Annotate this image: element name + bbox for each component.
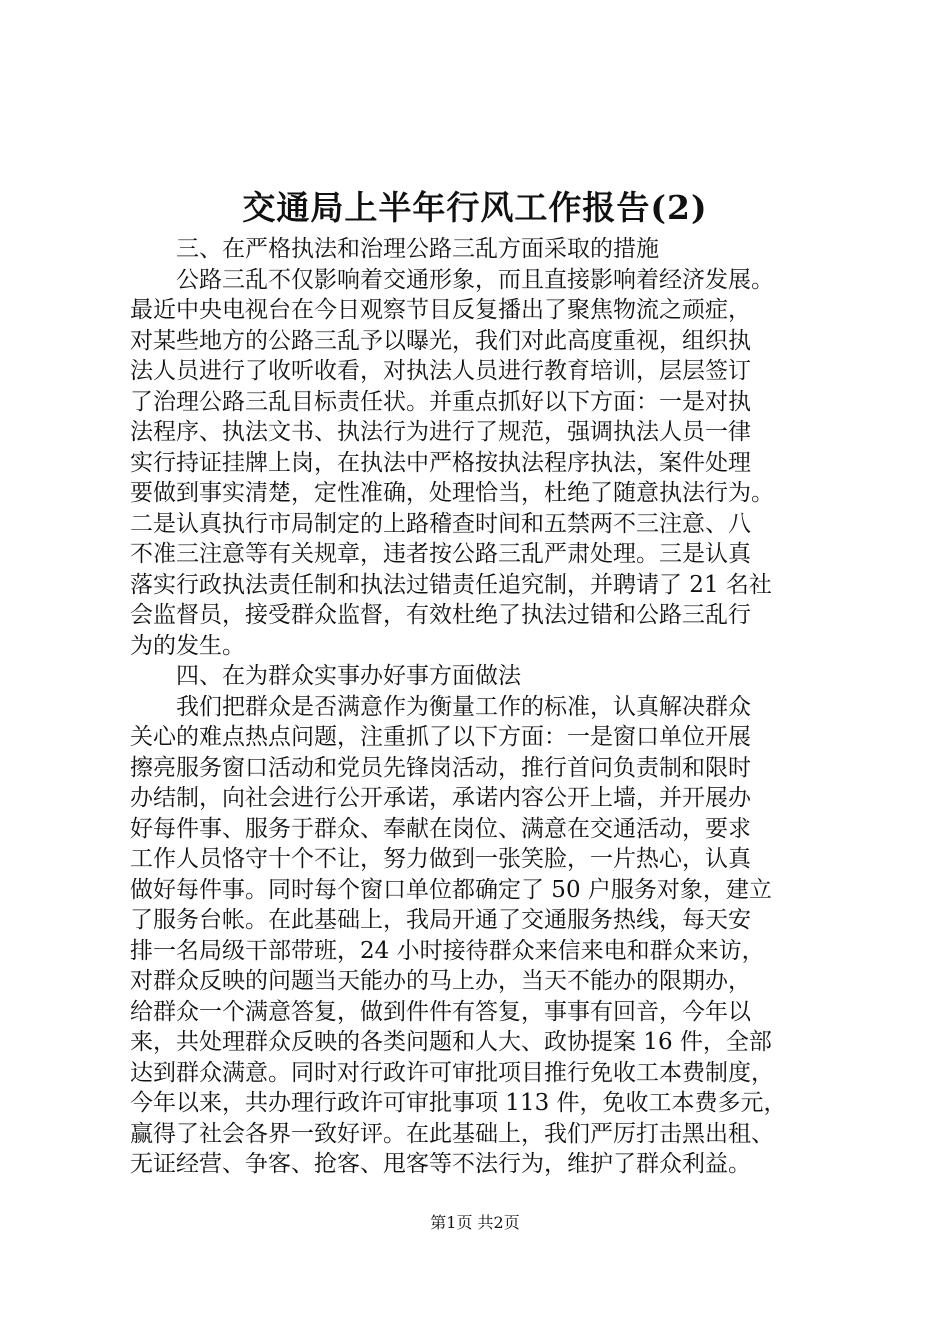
paragraph-line: 关心的难点热点问题，注重抓了以下方面：一是窗口单位开展 [130,724,751,750]
paragraph-line: 排一名局级干部带班，24 小时接待群众来信来电和群众来访， [130,937,765,964]
section-heading: 四、在为群众实事办好事方面做法 [176,663,521,689]
paragraph-line: 法程序、执法文书、执法行为进行了规范，强调执法人员一律 [130,419,751,445]
paragraph-line: 了服务台帐。在此基础上，我局开通了交通服务热线，每天安 [130,907,751,933]
paragraph-line: 达到群众满意。同时对行政许可审批项目推行免收工本费制度， [130,1059,774,1086]
paragraph-line: 落实行政执法责任制和执法过错责任追究制，并聘请了 21 名社 [130,571,772,598]
paragraph-line: 对某些地方的公路三乱予以曝光，我们对此高度重视，组织执 [130,327,751,354]
paragraph-line: 来，共处理群众反映的各类问题和人大、政协提案 16 件，全部 [130,1029,772,1055]
paragraph-line: 了治理公路三乱目标责任状。并重点抓好以下方面：一是对执 [130,388,751,415]
paragraph-line: 做好每件事。同时每个窗口单位都确定了 50 户服务对象，建立 [130,876,772,903]
paragraph-line: 二是认真执行市局制定的上路稽查时间和五禁两不三注意、八 [130,510,751,537]
paragraph-line: 无证经营、争客、抢客、甩客等不法行为，维护了群众利益。 [130,1151,751,1177]
paragraph-line: 要做到事实清楚，定性准确，处理恰当，杜绝了随意执法行为。 [130,480,774,506]
paragraph-line: 会监督员，接受群众监督，有效杜绝了执法过错和公路三乱行 [130,602,751,628]
paragraph-line: 实行持证挂牌上岗，在执法中严格按执法程序执法，案件处理 [130,449,751,476]
paragraph-line: 我们把群众是否满意作为衡量工作的标准，认真解决群众 [176,693,751,720]
document-title: 交通局上半年行风工作报告(2) [242,188,708,227]
paragraph-line: 法人员进行了收听收看，对执法人员进行教育培训，层层签订 [130,358,751,384]
paragraph-line: 最近中央电视台在今日观察节目反复播出了聚焦物流之顽症， [130,297,751,323]
paragraph-line: 赢得了社会各界一致好评。在此基础上，我们严厉打击黑出租、 [130,1120,774,1147]
paragraph-line: 为的发生。 [130,632,245,659]
paragraph-line: 给群众一个满意答复，做到件件有答复，事事有回音，今年以 [130,998,751,1025]
paragraph-line: 不准三注意等有关规章，违者按公路三乱严肃处理。三是认真 [130,541,751,567]
section-heading: 三、在严格执法和治理公路三乱方面采取的措施 [176,236,659,262]
paragraph-line: 擦亮服务窗口活动和党员先锋岗活动，推行首问负责制和限时 [130,754,751,781]
paragraph-line: 工作人员恪守十个不让，努力做到一张笑脸，一片热心，认真 [130,846,751,872]
paragraph-line: 办结制，向社会进行公开承诺，承诺内容公开上墙，并开展办 [130,785,751,811]
paragraph-line: 今年以来，共办理行政许可审批事项 113 件，免收工本费多元， [130,1090,787,1116]
paragraph-line: 好每件事、服务于群众、奉献在岗位、满意在交通活动，要求 [130,815,751,842]
page-footer: 第1页 共2页 [430,1213,520,1232]
paragraph-line: 公路三乱不仅影响着交通形象，而且直接影响着经济发展。 [176,266,774,293]
paragraph-line: 对群众反映的问题当天能办的马上办，当天不能办的限期办， [130,968,751,994]
document-body [130,234,830,1180]
